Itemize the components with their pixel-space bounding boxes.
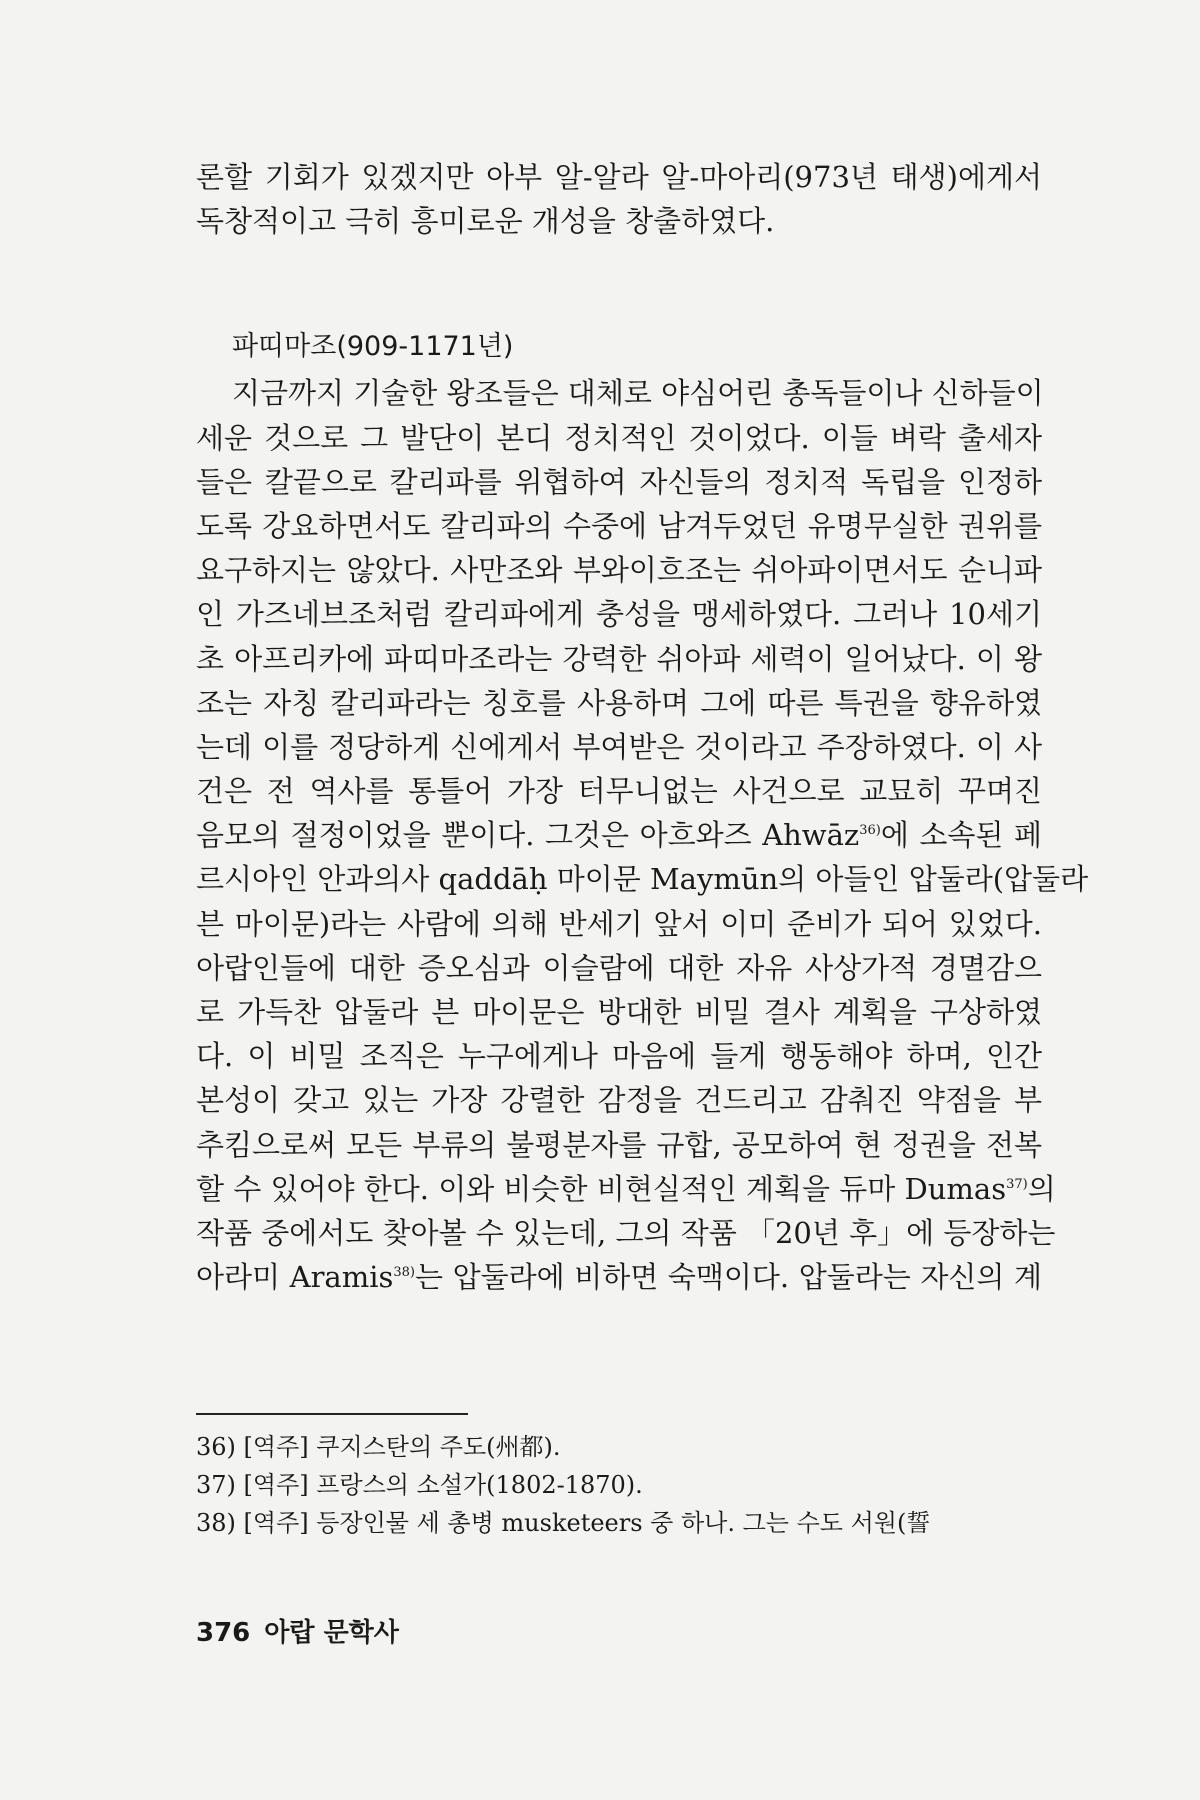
text-line: 는데 이를 정당하게 신에게서 부여받은 것이라고 주장하였다. 이 사 <box>196 729 1042 764</box>
footnote-ref: 37) <box>1006 1176 1028 1192</box>
section-heading: 파띠마조(909-1171년) <box>232 331 514 363</box>
text-line: 븐 마이문)라는 사람에 의해 반세기 앞서 이미 준비가 되어 있었다. <box>196 906 1042 941</box>
text-line: 추킴으로써 모든 부류의 불평분자를 규합, 공모하여 현 정권을 전복 <box>196 1127 1042 1162</box>
running-title: 아랍 문학사 <box>264 1618 399 1648</box>
footnote-divider <box>196 1413 468 1415</box>
text-line: 들은 칼끝으로 칼리파를 위협하여 자신들의 정치적 독립을 인정하 <box>196 464 1042 499</box>
text-line: 세운 것으로 그 발단이 본디 정치적인 것이었다. 이들 벼락 출세자 <box>196 420 1042 455</box>
text-line: 아랍인들에 대한 증오심과 이슬람에 대한 자유 사상가적 경멸감으 <box>196 950 1042 985</box>
text-line: 아라미 Aramis$^{38)}$는 압둘라에 비하면 숙맥이다. 압둘라는 자신의 계 <box>196 1260 1043 1295</box>
text-line: 본성이 갖고 있는 가장 강렬한 감정을 건드리고 감춰진 약점을 부 <box>196 1083 1042 1118</box>
text-line: 르시아인 안과의사 qaddāḥ 마이문 Maymūn의 아들인 압둘라(압둘라 <box>196 862 1089 897</box>
text-line: 독창적이고 극히 흥미로운 개성을 창출하였다. <box>196 204 775 239</box>
footnote-ref: 36) <box>859 823 881 839</box>
text-line: 초 아프리카에 파띠마조라는 강력한 쉬아파 세력이 일어났다. 이 왕 <box>196 641 1042 676</box>
text-line: 지금까지 기술한 왕조들은 대체로 야심어린 총독들이나 신하들이 <box>232 376 1044 411</box>
text-line: 다. 이 비밀 조직은 누구에게나 마음에 들게 행동해야 하며, 인간 <box>196 1039 1042 1074</box>
footnote-ref: 38) <box>393 1265 416 1281</box>
text-line: 건은 전 역사를 통틀어 가장 터무니없는 사건으로 교묘히 꾸며진 <box>196 774 1042 809</box>
text-line: 요구하지는 않았다. 사만조와 부와이흐조는 쉬아파이면서도 순니파 <box>196 553 1042 588</box>
footnote: 38) [역주] 등장인물 세 총병 musketeers 중 하나. 그는 수도 서원(誓 <box>196 1509 931 1537</box>
text-line: 할 수 있어야 한다. 이와 비슷한 비현실적인 계획을 듀마 Dumas$^{37)}$의 <box>196 1171 1056 1206</box>
footnote: 37) [역주] 프랑스의 소설가(1802-1870). <box>196 1471 643 1499</box>
text-line: 로 가득찬 압둘라 븐 마이문은 방대한 비밀 결사 계획을 구상하였 <box>196 995 1042 1029</box>
text-line: 인 가즈네브조처럼 칼리파에게 충성을 맹세하였다. 그러나 10세기 <box>196 597 1042 632</box>
text-line: 작품 중에서도 찾아볼 수 있는데, 그의 작품 「20년 후」에 등장하는 <box>196 1215 1056 1250</box>
page-footer <box>196 1612 399 1649</box>
main-text <box>196 155 1089 1299</box>
page-number: 376 <box>196 1618 251 1648</box>
footnote: 36) [역주] 쿠지스탄의 주도(州都). <box>196 1433 561 1461</box>
text-line: 음모의 절정이었을 뿐이다. 그것은 아흐와즈 Ahwāz$^{36)}$에 소속된 페 <box>196 818 1042 853</box>
footnotes <box>196 1428 1042 1542</box>
text-line: 도록 강요하면서도 칼리파의 수중에 남겨두었던 유명무실한 권위를 <box>196 508 1042 543</box>
text-line: 론할 기회가 있겠지만 아부 알-알라 알-마아리(973년 태생)에게서 <box>196 160 1042 194</box>
text-line: 조는 자칭 칼리파라는 칭호를 사용하며 그에 따른 특권을 향유하였 <box>196 685 1042 720</box>
